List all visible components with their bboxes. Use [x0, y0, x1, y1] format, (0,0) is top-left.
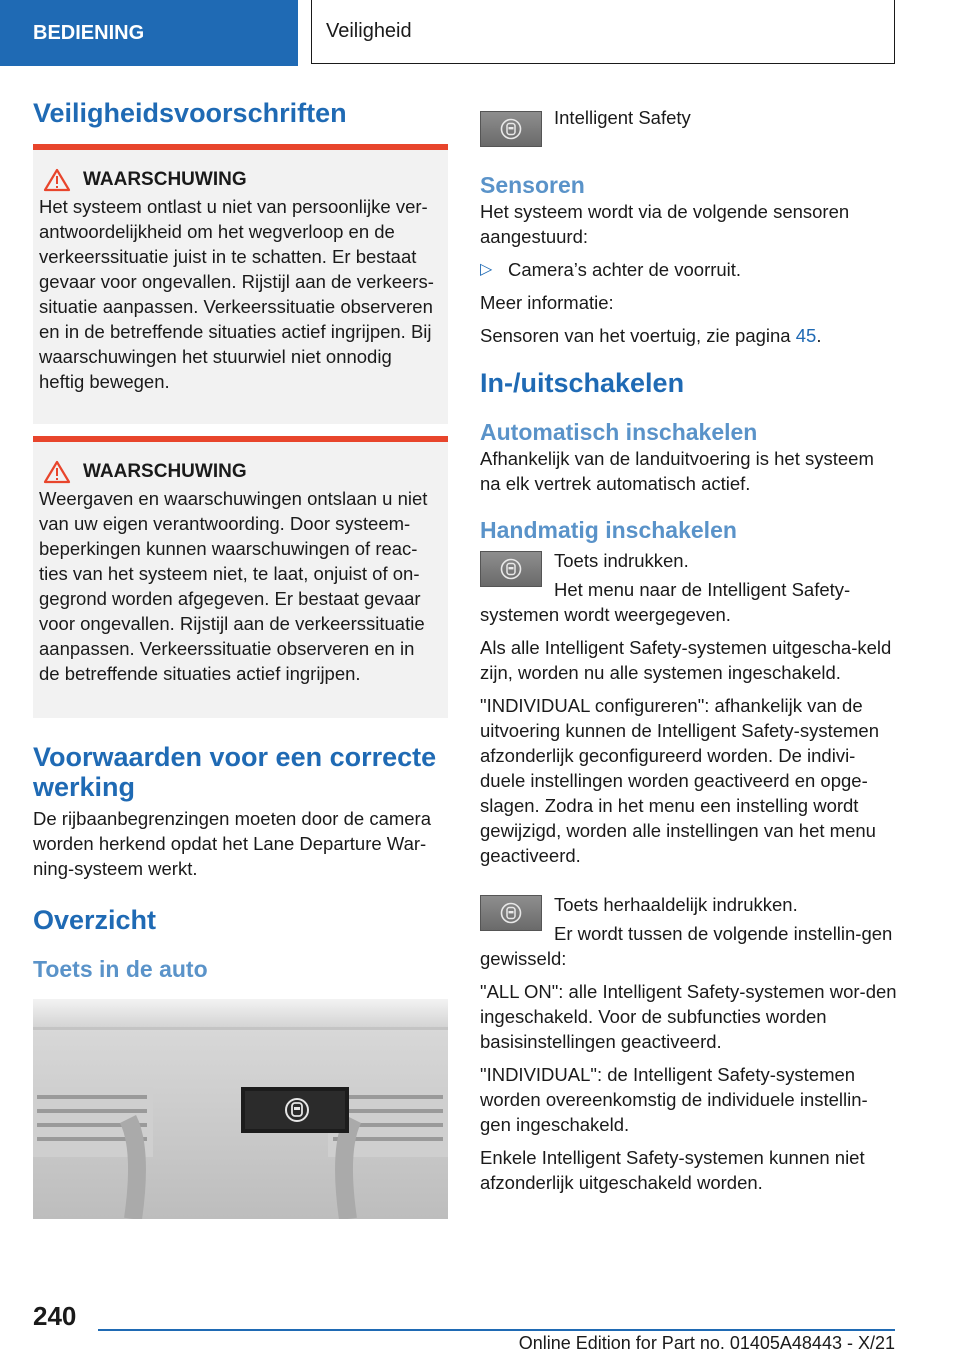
sensors-reference-end: .: [816, 325, 822, 346]
safety-title: Veiligheidsvoorschriften: [33, 98, 347, 128]
warning-text: Het systeem ontlast u niet van persoonlijke ver-antwoordelijkheid om het wegverloop en de verkeerssituatie juist in te schatten. Er bestaat gevaar voor ongevallen. Rijstijl aan de verkeers-situatie aanpassen. Verkeerssituatie observeren en in de betreffende situaties actief ingrijpen. Bij waarschuwingen het stuurwiel niet onnodig heftig bewegen.: [39, 196, 434, 392]
overview-title: Overzicht: [33, 905, 157, 935]
warning-text: Weergaven en waarschuwingen ontslaan u niet van uw eigen verantwoording. Door systeem-beperkingen kunnen waarschuwingen of reac-ties van het systeem niet, te laat, onjuist of on-gegrond worden afgegeven. Er bestaat gevaar voor ongevallen. Rijstijl aan de verkeerssituatie aanpassen. Verkeerssituatie observeren en in de betreffende situaties actief ingrijpen.: [39, 488, 428, 684]
button-caption: Intelligent Safety: [554, 107, 691, 128]
individual-text: "INDIVIDUAL": de Intelligent Safety-systemen worden overeenkomstig de individuele instellin-gen ingeschakeld.: [480, 1064, 868, 1135]
intelligent-safety-button: [480, 111, 542, 147]
sensors-text: Het systeem wordt via de volgende sensoren aangestuurd:: [480, 201, 850, 247]
more-info-label: Meer informatie:: [480, 292, 614, 313]
intelligent-safety-icon: [500, 118, 522, 140]
manual-step-2: Het menu naar de Intelligent Safety-systemen wordt weergegeven.: [480, 579, 851, 625]
footer-edition: Online Edition for Part no. 01405A48443 - X/21: [518, 1333, 895, 1353]
sensors-title: Sensoren: [480, 172, 585, 198]
warning-triangle-icon: [43, 460, 71, 484]
right-column: [480, 98, 898, 1195]
footer-divider: [98, 1329, 895, 1331]
intelligent-safety-button: [480, 551, 542, 587]
warning-triangle-icon: [43, 168, 71, 192]
list-item: [480, 257, 898, 282]
repeat-step-2: Er wordt tussen de volgende instellin-gen gewisseld:: [480, 923, 893, 969]
warning-label: WAARSCHUWING: [83, 461, 247, 482]
triangle-bullet-icon: ▷: [480, 261, 493, 278]
prerequisites-title: Voorwaarden voor een correcte werking: [33, 742, 437, 802]
chapter-header: [311, 0, 895, 64]
all-on-text: "ALL ON": alle Intelligent Safety-systemen wor-den ingeschakeld. Voor de subfuncties worden basisinstellingen geactiveerd.: [480, 981, 897, 1052]
left-column: [33, 98, 448, 1219]
section-tab: [0, 0, 298, 66]
on-off-title: In-/uitschakelen: [480, 368, 685, 398]
manual-step-1: Toets indrukken.: [554, 550, 689, 571]
intelligent-safety-icon: [500, 902, 522, 924]
manual-on-title: Handmatig inschakelen: [480, 517, 737, 543]
page-number: 240: [33, 1301, 77, 1331]
manual-paragraph-1: Als alle Intelligent Safety-systemen uitgescha-keld zijn, worden nu alle systemen ingeschakeld.: [480, 637, 892, 683]
manual-step: [480, 548, 898, 627]
intelligent-safety-button: [480, 895, 542, 931]
prerequisites-text: De rijbaanbegrenzingen moeten door de camera worden herkend opdat het Lane Departure War-ning-systeem werkt.: [33, 808, 432, 879]
button-in-car-title: Toets in de auto: [33, 956, 208, 982]
some-systems-text: Enkele Intelligent Safety-systemen kunnen niet afzonderlijk uitgeschakeld worden.: [480, 1147, 865, 1193]
button-caption-row: [480, 98, 898, 147]
warning-label: WAARSCHUWING: [83, 169, 247, 190]
auto-on-text: Afhankelijk van de landuitvoering is het systeem na elk vertrek automatisch actief.: [480, 448, 874, 494]
page-link[interactable]: 45: [795, 325, 817, 346]
sensors-bullet: Camera’s achter de voorruit.: [508, 259, 742, 280]
sensors-reference: [480, 323, 898, 348]
intelligent-safety-icon: [500, 558, 522, 580]
manual-paragraph-2: "INDIVIDUAL configureren": afhankelijk van de uitvoering kunnen de Intelligent Safety-systemen afzonderlijk geconfigureerd worden. De indivi-duele instellingen worden geactiveerd en opge-slagen. Zodra in het menu een instelling wordt gewijzigd, worden alle instellingen van het menu geactiveerd.: [480, 695, 880, 866]
auto-on-title: Automatisch inschakelen: [480, 419, 758, 445]
dashboard-button-photo: [33, 999, 448, 1219]
warning-box: [33, 144, 448, 424]
repeat-step-1: Toets herhaaldelijk indrukken.: [554, 894, 798, 915]
section-label: BEDIENING: [33, 21, 145, 44]
warning-box: [33, 436, 448, 718]
repeat-step: [480, 892, 898, 971]
sensors-reference-text: Sensoren van het voertuig, zie pagina: [480, 325, 791, 346]
chapter-label: Veiligheid: [326, 20, 412, 42]
